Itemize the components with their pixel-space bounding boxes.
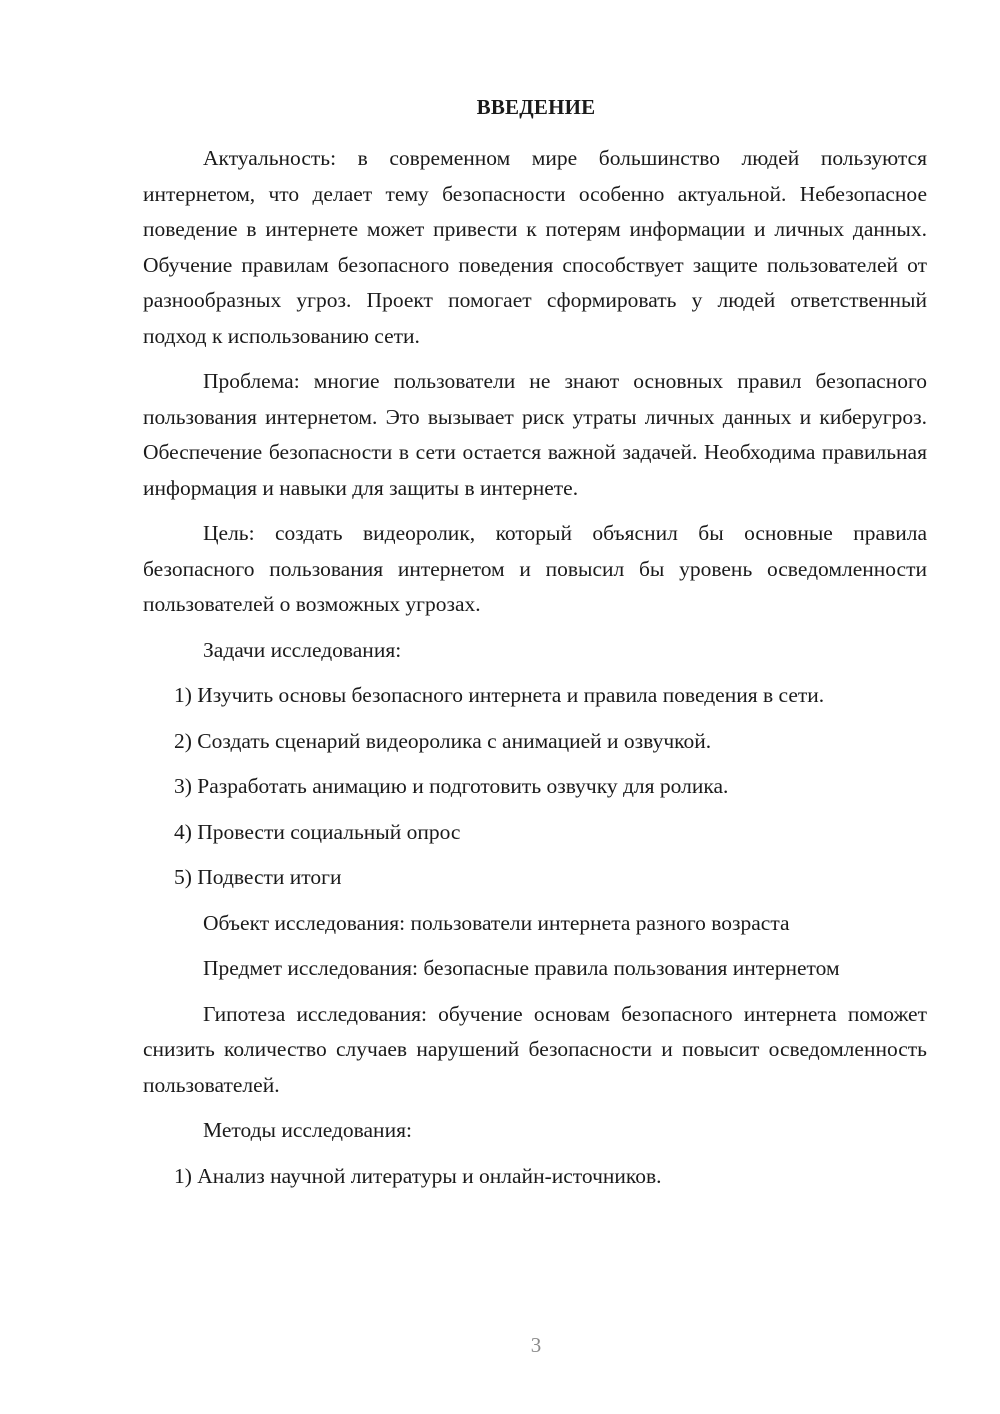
- paragraph-problem: Проблема: многие пользователи не знают основных правил безопасного пользования интернетом. Это вызывает риск утраты личных данных и киберугроз. Обеспечение безопасности в сети остается важной задачей. Необходима правильная информация и навыки для защиты в интернете.: [143, 369, 927, 500]
- list-item: 2) Создать сценарий видеоролика с анимацией и озвучкой.: [174, 728, 712, 753]
- list-item: 5) Подвести итоги: [174, 865, 342, 889]
- page-title: ВВЕДЕНИЕ: [476, 95, 596, 119]
- list-item: 1) Изучить основы безопасного интернета и правила поведения в сети.: [174, 683, 825, 707]
- page-number: 3: [530, 1333, 542, 1357]
- methods-list: [143, 1159, 927, 1195]
- paragraph-subject: Предмет исследования: безопасные правила пользования интернетом: [203, 956, 840, 980]
- tasks-list: [143, 678, 927, 896]
- paragraph-hypothesis: Гипотеза исследования: обучение основам безопасного интернета поможет снизить количество случаев нарушений безопасности и повысит осведомленность пользователей.: [143, 1001, 927, 1097]
- paragraph-goal: Цель: создать видеоролик, который объяснил бы основные правила безопасного пользования интернетом и повысил бы уровень осведомленности пользователей о возможных угрозах.: [143, 521, 927, 616]
- list-item: 1) Анализ научной литературы и онлайн-источников.: [174, 1163, 662, 1188]
- paragraph-object: Объект исследования: пользователи интернета разного возраста: [203, 910, 790, 935]
- methods-title: Методы исследования:: [203, 1118, 412, 1142]
- tasks-title: Задачи исследования:: [203, 637, 402, 662]
- list-item: 4) Провести социальный опрос: [174, 819, 461, 844]
- document-body: [143, 141, 927, 1204]
- list-item: 3) Разработать анимацию и подготовить озвучку для ролика.: [174, 774, 729, 798]
- paragraph-relevance: Актуальность: в современном мире большинство людей пользуются интернетом, что делает тему безопасности особенно актуальной. Небезопасное поведение в интернете может привести к потерям информации и личных данных. Обучение правилам безопасного поведения способствует защите пользователей от разнообразных угроз. Проект помогает сформировать у людей ответственный подход к использованию сети.: [143, 146, 927, 348]
